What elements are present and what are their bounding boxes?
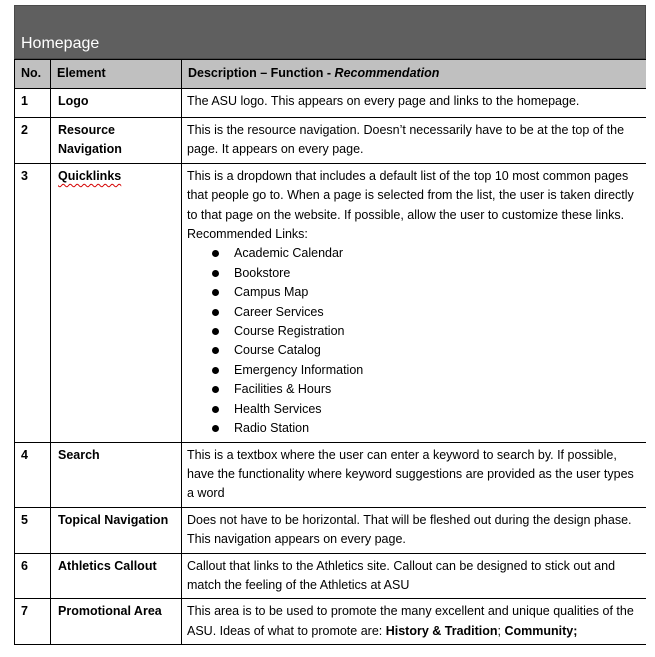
list-item: Radio Station: [187, 419, 642, 438]
header-no: No.: [15, 60, 51, 89]
list-item: Career Services: [187, 303, 642, 322]
row-description: This is a textbox where the user can enter a keyword to search by. If possible, have the functionality where keyword suggestions are provided as the user types a word: [182, 442, 647, 507]
table-row: [15, 89, 647, 118]
row-element-text: Quicklinks: [58, 168, 122, 183]
table-row: [15, 118, 647, 164]
table-row: [15, 163, 647, 442]
homepage-elements-table: [14, 59, 646, 645]
header-description-prefix: Description – Function -: [188, 66, 335, 80]
row-element: [51, 163, 182, 442]
list-item: Bookstore: [187, 264, 642, 283]
header-recommendation: Recommendation: [334, 66, 440, 80]
row-number: 6: [15, 553, 51, 599]
list-item: Course Catalog: [187, 341, 642, 360]
document-page: [14, 5, 646, 657]
row-element: Search: [51, 442, 182, 507]
row-element: Logo: [51, 89, 182, 118]
list-item: Campus Map: [187, 283, 642, 302]
table-header-row: [15, 60, 647, 89]
row-number: 5: [15, 507, 51, 553]
row-description: This is the resource navigation. Doesn’t necessarily have to be at the top of the page. It appears on every page.: [182, 118, 647, 164]
list-item: Course Registration: [187, 322, 642, 341]
row-number: 1: [15, 89, 51, 118]
table-row: [15, 553, 647, 599]
row-description: The ASU logo. This appears on every page and links to the homepage.: [182, 89, 647, 118]
row-number: 2: [15, 118, 51, 164]
recommended-links-list: [187, 244, 642, 438]
row-number: 3: [15, 163, 51, 442]
row-number: 4: [15, 442, 51, 507]
row-element: Resource Navigation: [51, 118, 182, 164]
row-description: Does not have to be horizontal. That will be fleshed out during the design phase. This navigation appears on every page.: [182, 507, 647, 553]
row-description: [182, 599, 647, 645]
list-item: Emergency Information: [187, 361, 642, 380]
list-item: Health Services: [187, 400, 642, 419]
row-element: Topical Navigation: [51, 507, 182, 553]
table-row: [15, 442, 647, 507]
header-element: Element: [51, 60, 182, 89]
highlight-community: Community;: [504, 623, 578, 638]
row-element: Promotional Area: [51, 599, 182, 645]
section-title-bar: [14, 5, 646, 59]
row-description-text: This is a dropdown that includes a default list of the top 10 most common pages that people go to. When a page is selected from the list, the user is taken directly to that page on the website. If possible, allow the user to customize these links.: [187, 168, 634, 222]
section-title: Homepage: [21, 35, 100, 52]
table-row: [15, 599, 647, 645]
recommended-links-label: Recommended Links:: [187, 227, 308, 242]
row-description-text: This area is to be used to promote the many excellent and unique qualities of the ASU. Ideas of what to promote are:: [187, 604, 634, 638]
list-item: Academic Calendar: [187, 244, 642, 263]
header-description: [182, 60, 647, 89]
row-number: 7: [15, 599, 51, 645]
row-element: Athletics Callout: [51, 553, 182, 599]
highlight-separator: ;: [497, 623, 505, 638]
table-row: [15, 507, 647, 553]
row-description: Callout that links to the Athletics site. Callout can be designed to stick out and match the feeling of the Athletics at ASU: [182, 553, 647, 599]
list-item: Facilities & Hours: [187, 380, 642, 399]
row-description: [182, 163, 647, 442]
highlight-history: History & Tradition: [385, 623, 498, 638]
